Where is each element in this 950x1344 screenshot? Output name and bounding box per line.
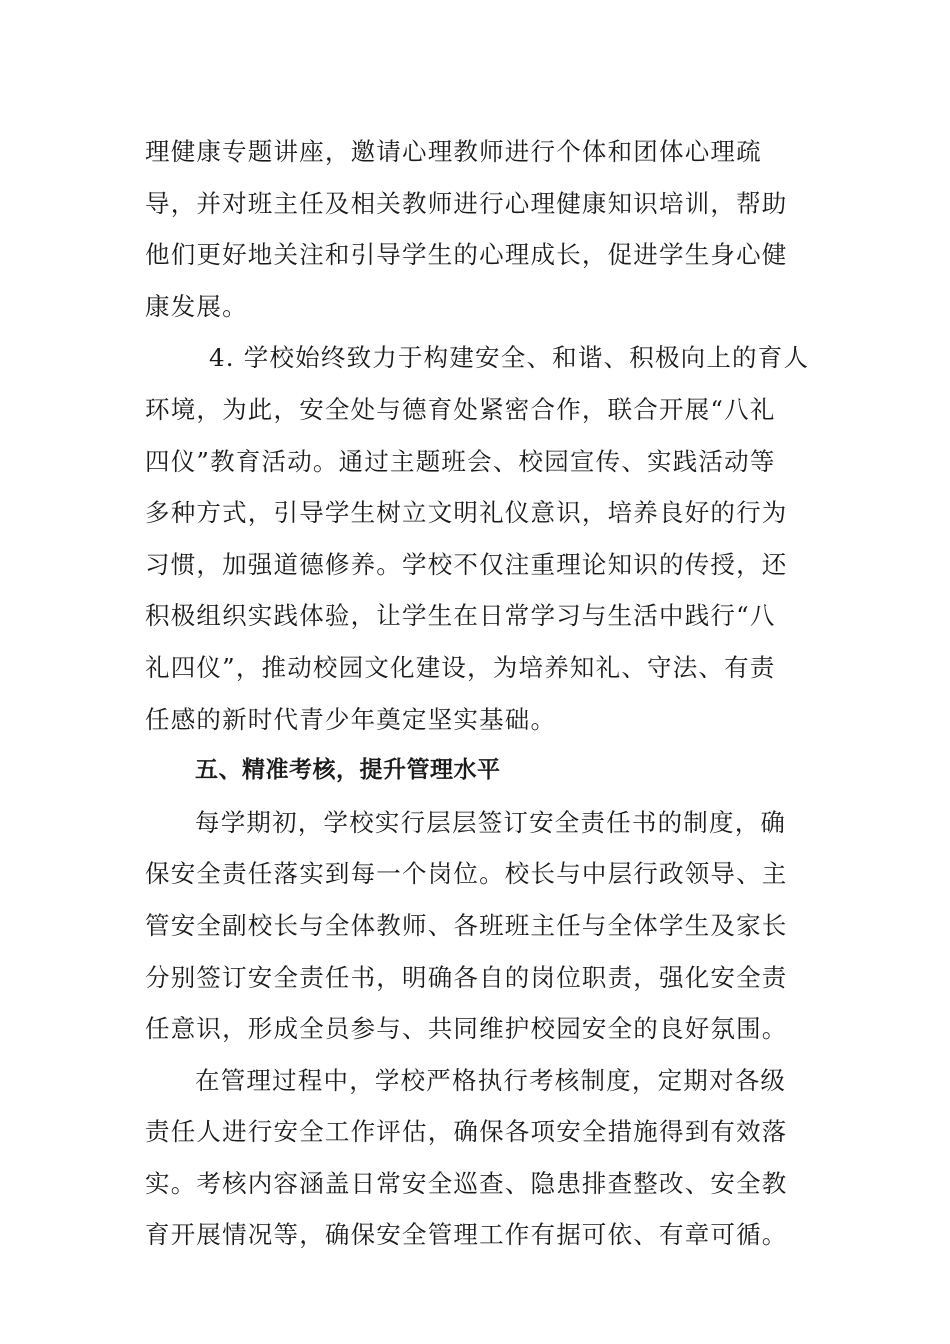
text-line: 导，并对班主任及相关教师进行心理健康知识培训，帮助 — [145, 188, 788, 218]
document-body — [145, 126, 815, 1261]
text-line: 习惯，加强道德修养。学校不仅注重理论知识的传授，还 — [145, 549, 788, 579]
text-line: 他们更好地关注和引导学生的心理成长，促进学生身心健 — [145, 240, 788, 270]
text-line: 礼四仪”，推动校园文化建设，为培养知礼、守法、有责 — [145, 652, 776, 682]
text-line: 任感的新时代青少年奠定坚实基础。 — [145, 704, 557, 734]
paragraph-start: 在管理过程中，学校严格执行考核制度，定期对各级 — [195, 1065, 787, 1095]
section-heading: 五、精准考核，提升管理水平 — [195, 757, 501, 784]
text-line: 分别签订安全责任书，明确各自的岗位职责，强化安全责 — [145, 962, 788, 992]
text-line: 理健康专题讲座，邀请心理教师进行个体和团体心理疏 — [145, 137, 762, 166]
text-line: 保安全责任落实到每一个岗位。校长与中层行政领导、主 — [145, 859, 788, 889]
text-line: 多种方式，引导学生树立文明礼仪意识，培养良好的行为 — [145, 498, 788, 528]
text-line: 积极组织实践体验，让学生在日常学习与生活中践行“八 — [145, 601, 776, 631]
text-line: 四仪”教育活动。通过主题班会、校园宣传、实践活动等 — [145, 446, 776, 476]
text-line: 实。考核内容涵盖日常安全巡查、隐患排查整改、安全教 — [145, 1168, 788, 1198]
text-line: 管安全副校长与全体教师、各班班主任与全体学生及家长 — [145, 910, 788, 940]
text-line: 责任人进行安全工作评估，确保各项安全措施得到有效落 — [145, 1117, 788, 1147]
text-line: 育开展情况等，确保安全管理工作有据可依、有章可循。 — [145, 1220, 788, 1250]
text-line: 任意识，形成全员参与、共同维护校园安全的良好氛围。 — [145, 1014, 788, 1044]
paragraph-start: 每学期初，学校实行层层签订安全责任书的制度，确 — [195, 807, 787, 837]
text-line: 环境，为此，安全处与德育处紧密合作，联合开展“八礼 — [145, 394, 776, 424]
text-line: 康发展。 — [145, 291, 248, 321]
list-item-start: 4. 学校始终致力于构建安全、和谐、积极向上的育人 — [209, 343, 810, 373]
